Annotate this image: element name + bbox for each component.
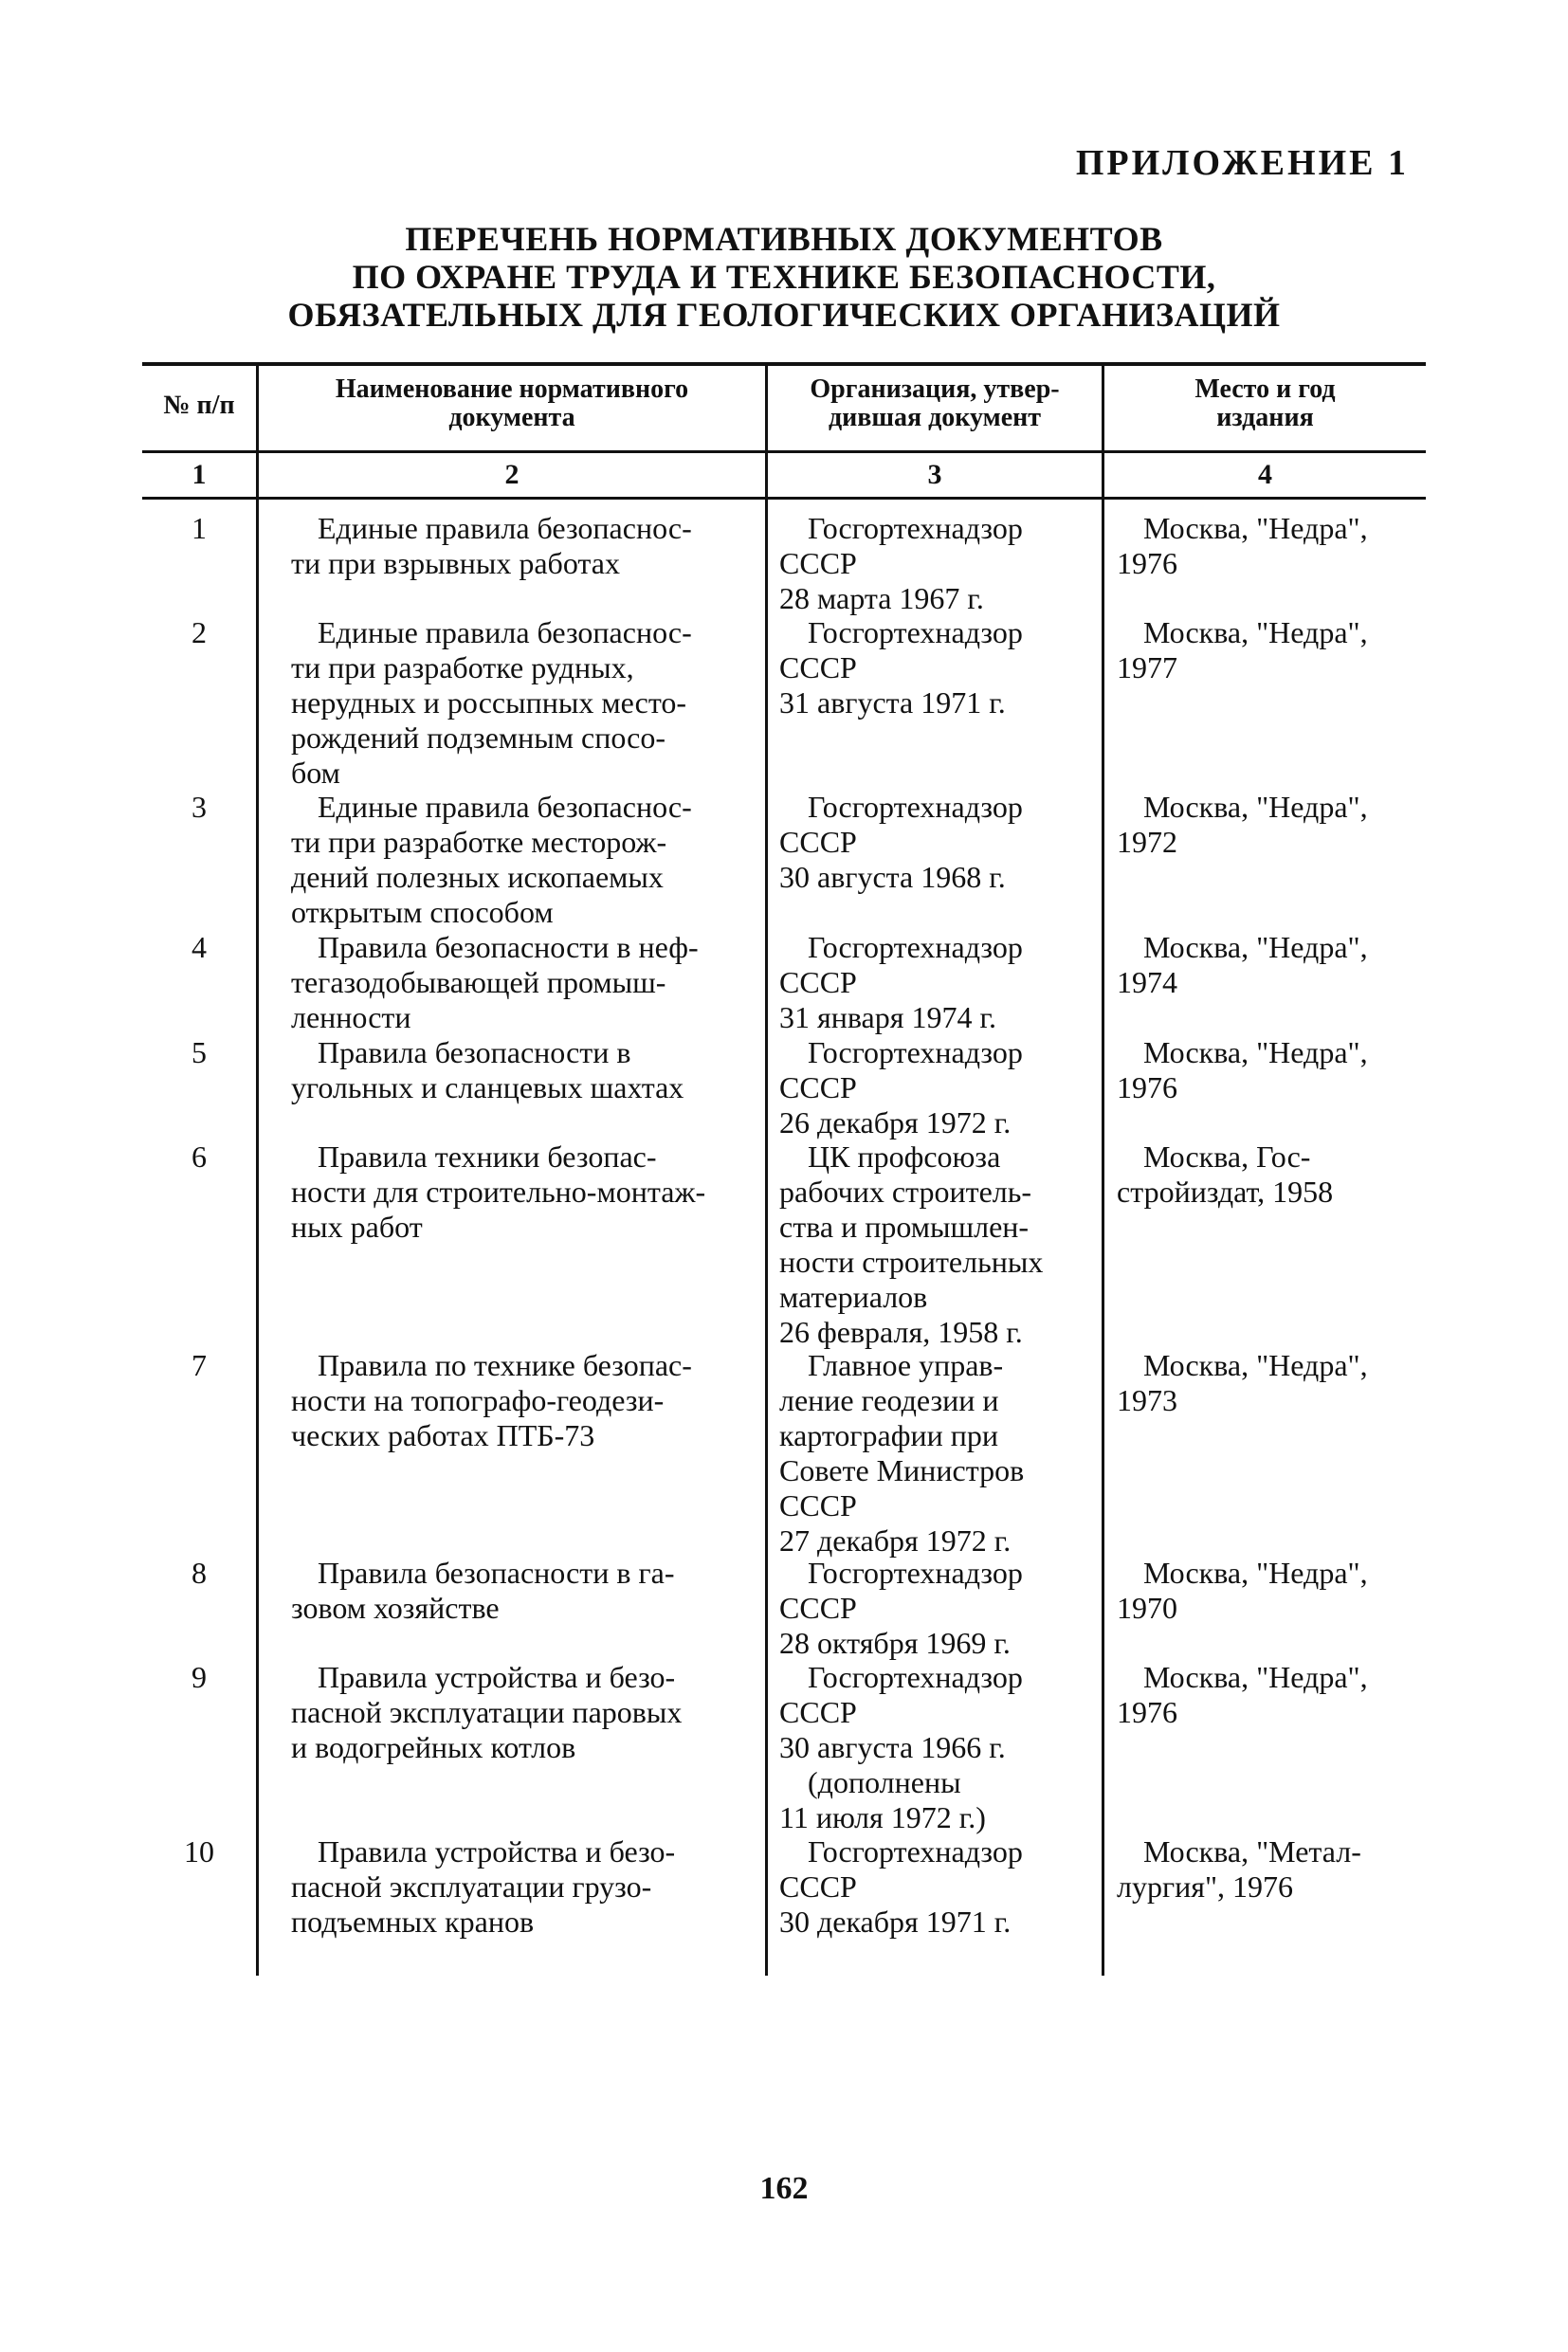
document-name-line: Правила безопасности в	[318, 1035, 631, 1069]
organization-line: 31 января 1974 г.	[779, 1000, 996, 1034]
organization-line: Совете Министров	[779, 1453, 1025, 1487]
organization-cell	[779, 1660, 1023, 1835]
organization-line: 26 февраля, 1958 г.	[779, 1315, 1023, 1349]
document-name-cell	[291, 1140, 705, 1245]
organization-cell	[779, 930, 1023, 1035]
organization-line: (дополнены	[808, 1765, 961, 1799]
document-name-line: ческих работах ПТБ-73	[291, 1418, 595, 1452]
document-name-line: ности на топографо-геодези-	[291, 1383, 665, 1417]
col-divider-3	[1102, 362, 1104, 1976]
document-title	[142, 220, 1426, 334]
header-line: документа	[448, 403, 575, 432]
row-number: 10	[184, 1834, 214, 1869]
document-name-cell	[291, 1834, 675, 1940]
place-year-line: Москва, "Недра",	[1143, 1556, 1368, 1590]
col-divider-1	[256, 362, 259, 1976]
place-year-line: Москва, "Недра",	[1143, 790, 1368, 824]
organization-line: Главное управ-	[808, 1348, 1004, 1382]
document-name-line: и водогрейных котлов	[291, 1730, 576, 1764]
organization-line: 26 декабря 1972 г.	[779, 1105, 1012, 1140]
header-bottom-rule	[142, 450, 1426, 453]
document-name-line: Единые правила безопаснос-	[318, 615, 692, 649]
document-name-line: Правила устройства и безо-	[318, 1660, 676, 1694]
document-name-line: открытым способом	[291, 895, 554, 929]
column-number-4: 4	[1258, 459, 1272, 490]
organization-line: материалов	[779, 1280, 928, 1314]
place-year-line: 1972	[1117, 825, 1177, 859]
title-line: ПЕРЕЧЕНЬ НОРМАТИВНЫХ ДОКУМЕНТОВ	[405, 220, 1163, 258]
column-number-2: 2	[504, 459, 520, 490]
header-name	[259, 375, 765, 432]
place-year-line: Москва, Гос-	[1143, 1140, 1311, 1174]
col-divider-2	[765, 362, 768, 1976]
place-year-cell	[1117, 1140, 1333, 1210]
row-number: 1	[191, 511, 207, 545]
place-year-cell	[1117, 1035, 1368, 1105]
document-name-line: Правила безопасности в неф-	[318, 930, 699, 964]
table-top-rule	[142, 362, 1426, 366]
organization-line: рабочих строитель-	[779, 1175, 1031, 1209]
document-name-line: Правила по технике безопас-	[318, 1348, 692, 1382]
place-year-line: Москва, "Недра",	[1143, 1035, 1368, 1069]
header-organization	[768, 375, 1102, 432]
place-year-cell	[1117, 1660, 1368, 1730]
place-year-line: 1976	[1117, 1070, 1177, 1104]
place-year-line: Москва, "Недра",	[1143, 1348, 1368, 1382]
organization-line: Госгортехнадзор	[808, 1834, 1023, 1869]
place-year-line: Москва, "Недра",	[1143, 1660, 1368, 1694]
organization-line: Госгортехнадзор	[808, 1035, 1023, 1069]
organization-cell	[779, 1556, 1023, 1661]
place-year-cell	[1117, 790, 1368, 860]
header-line: Место и год	[1194, 374, 1336, 404]
organization-line: СССР	[779, 1695, 857, 1729]
organization-line: 28 октября 1969 г.	[779, 1626, 1011, 1660]
place-year-line: 1976	[1117, 546, 1177, 580]
header-line: Организация, утвер-	[810, 374, 1060, 404]
colnum-bottom-rule	[142, 497, 1426, 500]
row-number: 6	[191, 1140, 207, 1174]
row-number: 3	[191, 790, 207, 824]
place-year-cell	[1117, 615, 1368, 685]
header-line: дившая документ	[828, 403, 1042, 432]
appendix-label: ПРИЛОЖЕНИЕ 1	[1075, 143, 1409, 183]
organization-line: СССР	[779, 1488, 857, 1522]
document-name-line: зовом хозяйстве	[291, 1591, 500, 1625]
document-name-cell	[291, 1035, 684, 1105]
column-number-3: 3	[927, 459, 942, 490]
document-name-line: пасной эксплуатации паровых	[291, 1695, 683, 1729]
document-name-line: Единые правила безопаснос-	[318, 511, 692, 545]
place-year-line: стройиздат, 1958	[1117, 1175, 1334, 1209]
organization-line: 31 августа 1971 г.	[779, 685, 1006, 720]
document-name-line: Правила безопасности в га-	[318, 1556, 675, 1590]
organization-line: ности строительных	[779, 1245, 1044, 1279]
organization-line: ства и промышлен-	[779, 1210, 1030, 1244]
place-year-line: Москва, "Недра",	[1143, 930, 1368, 964]
document-name-line: Правила устройства и безо-	[318, 1834, 676, 1869]
document-name-line: подъемных кранов	[291, 1905, 535, 1939]
organization-cell	[779, 615, 1023, 720]
title-line: ПО ОХРАНЕ ТРУДА И ТЕХНИКЕ БЕЗОПАСНОСТИ,	[352, 258, 1216, 296]
document-name-cell	[291, 615, 692, 791]
place-year-line: 1977	[1117, 650, 1177, 684]
document-name-line: бом	[291, 756, 340, 790]
organization-line: Госгортехнадзор	[808, 1660, 1023, 1694]
organization-line: СССР	[779, 1591, 857, 1625]
place-year-line: 1976	[1117, 1695, 1177, 1729]
place-year-line: лургия", 1976	[1117, 1869, 1293, 1904]
organization-line: СССР	[779, 546, 857, 580]
document-name-line: угольных и сланцевых шахтах	[291, 1070, 684, 1104]
document-name-line: ных работ	[291, 1210, 423, 1244]
document-name-cell	[291, 1348, 692, 1453]
organization-line: 30 августа 1966 г.	[779, 1730, 1006, 1764]
organization-line: СССР	[779, 965, 857, 999]
organization-cell	[779, 1834, 1023, 1940]
organization-line: Госгортехнадзор	[808, 511, 1023, 545]
document-name-cell	[291, 511, 692, 581]
document-name-line: тегазодобывающей промыш-	[291, 965, 666, 999]
document-name-line: Правила техники безопас-	[318, 1140, 657, 1174]
document-name-line: нерудных и россыпных место-	[291, 685, 687, 720]
row-number: 9	[191, 1660, 207, 1694]
document-name-cell	[291, 930, 699, 1035]
title-line: ОБЯЗАТЕЛЬНЫХ ДЛЯ ГЕОЛОГИЧЕСКИХ ОРГАНИЗАЦИЙ	[287, 296, 1281, 334]
organization-cell	[779, 790, 1023, 895]
document-name-cell	[291, 1660, 682, 1765]
document-name-line: ности для строительно-монтаж-	[291, 1175, 706, 1209]
header-line: Наименование нормативного	[335, 374, 689, 404]
document-name-cell	[291, 1556, 674, 1626]
place-year-cell	[1117, 1348, 1368, 1418]
organization-line: Госгортехнадзор	[808, 1556, 1023, 1590]
place-year-line: 1970	[1117, 1591, 1177, 1625]
row-number: 2	[191, 615, 207, 649]
header-place-year	[1104, 375, 1426, 432]
document-name-line: ти при взрывных работах	[291, 546, 620, 580]
organization-cell	[779, 1035, 1023, 1140]
page-number: 162	[759, 2171, 809, 2206]
row-number: 4	[191, 930, 207, 964]
organization-line: Госгортехнадзор	[808, 790, 1023, 824]
organization-line: 28 марта 1967 г.	[779, 581, 984, 615]
place-year-line: Москва, "Недра",	[1143, 615, 1368, 649]
organization-cell	[779, 1140, 1043, 1350]
place-year-cell	[1117, 930, 1368, 1000]
document-name-line: пасной эксплуатации грузо-	[291, 1869, 652, 1904]
organization-line: СССР	[779, 650, 857, 684]
place-year-cell	[1117, 1834, 1361, 1905]
document-name-line: дений полезных ископаемых	[291, 860, 664, 894]
document-name-line: рождений подземным спосо-	[291, 720, 665, 755]
document-name-line: ти при разработке месторож-	[291, 825, 667, 859]
column-number-1: 1	[191, 459, 207, 490]
organization-line: СССР	[779, 825, 857, 859]
place-year-line: 1973	[1117, 1383, 1177, 1417]
document-name-line: ленности	[291, 1000, 411, 1034]
organization-line: ление геодезии и	[779, 1383, 999, 1417]
header-number: № п/п	[163, 391, 235, 420]
organization-cell	[779, 1348, 1024, 1559]
organization-line: ЦК профсоюза	[808, 1140, 1001, 1174]
row-number: 5	[191, 1035, 207, 1069]
document-name-line: Единые правила безопаснос-	[318, 790, 692, 824]
organization-line: 30 декабря 1971 г.	[779, 1905, 1012, 1939]
place-year-line: Москва, "Метал-	[1143, 1834, 1361, 1869]
document-name-line: ти при разработке рудных,	[291, 650, 634, 684]
place-year-cell	[1117, 1556, 1368, 1626]
organization-line: 11 июля 1972 г.)	[779, 1800, 986, 1834]
organization-cell	[779, 511, 1023, 616]
row-number: 7	[191, 1348, 207, 1382]
organization-line: 27 декабря 1972 г.	[779, 1523, 1012, 1558]
organization-line: картографии при	[779, 1418, 998, 1452]
organization-line: Госгортехнадзор	[808, 930, 1023, 964]
documents-table	[142, 362, 1426, 1974]
header-line: издания	[1216, 403, 1314, 432]
row-number: 8	[191, 1556, 207, 1590]
place-year-cell	[1117, 511, 1368, 581]
organization-line: СССР	[779, 1070, 857, 1104]
organization-line: СССР	[779, 1869, 857, 1904]
place-year-line: Москва, "Недра",	[1143, 511, 1368, 545]
place-year-line: 1974	[1117, 965, 1177, 999]
organization-line: Госгортехнадзор	[808, 615, 1023, 649]
organization-line: 30 августа 1968 г.	[779, 860, 1006, 894]
document-name-cell	[291, 790, 692, 930]
